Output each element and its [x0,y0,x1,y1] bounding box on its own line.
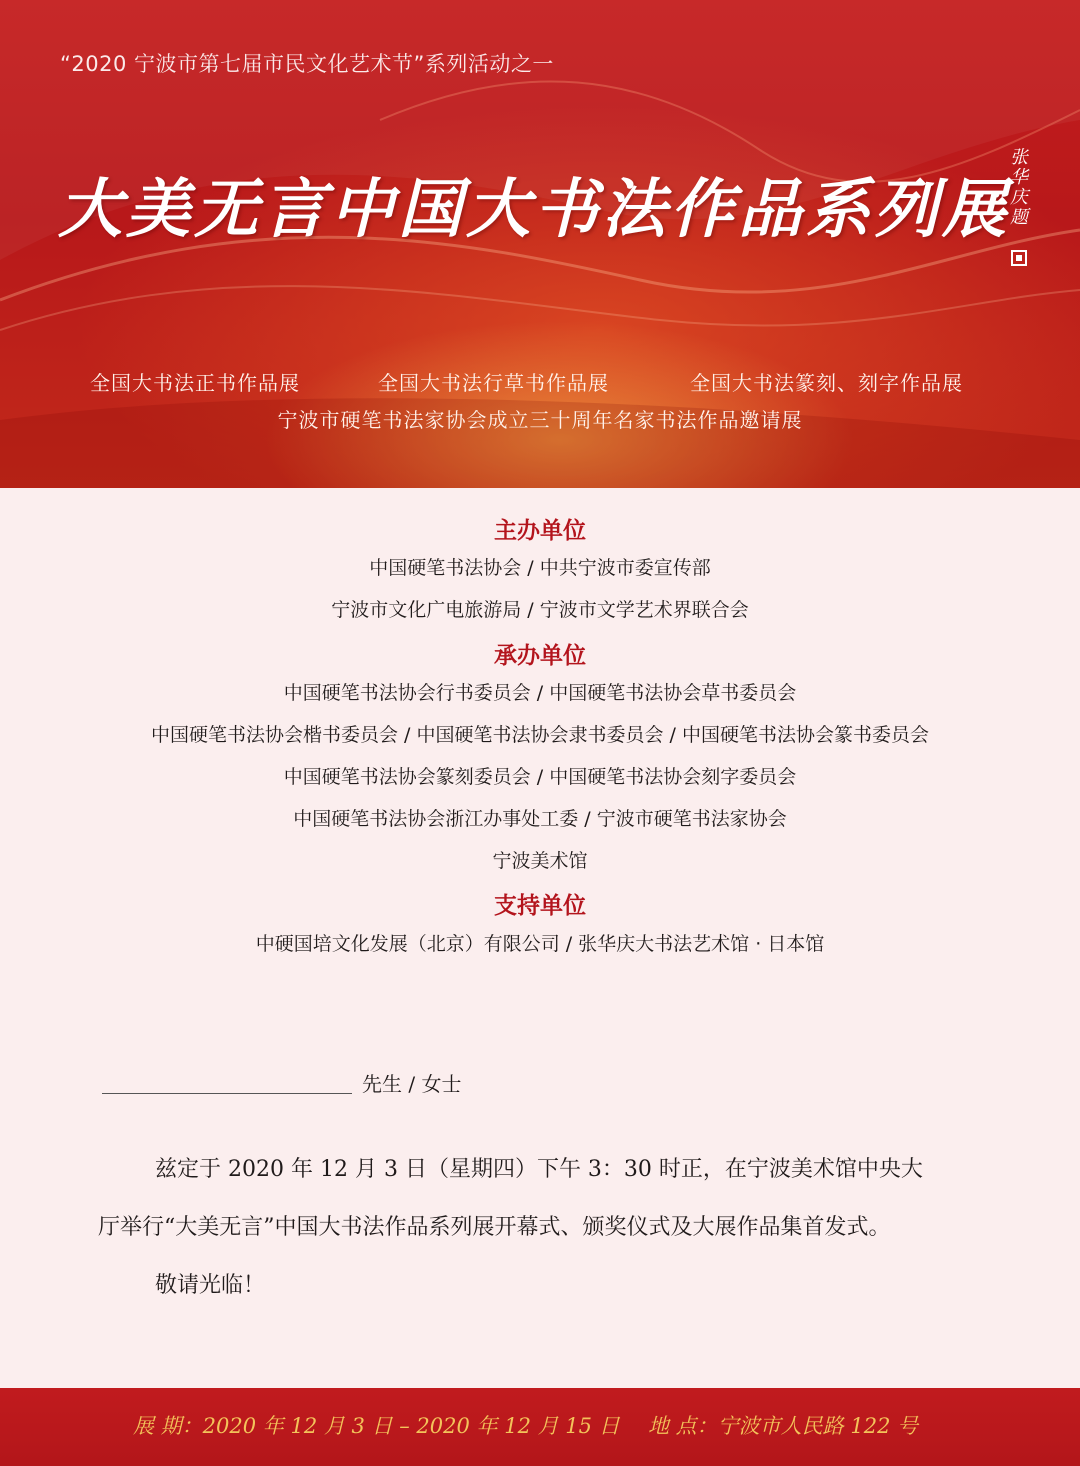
exhibition-period: 展 期：2020 年 12 月 3 日 – 2020 年 12 月 15 日 [133,1414,620,1438]
calligraphy-signature: 张华庆题 [1010,147,1028,228]
invitation-body-line-1: 兹定于 2020 年 12 月 3 日（星期四）下午 3：30 时正，在宁波美术馆中央大 [155,1157,923,1182]
festival-tagline: “2020 宁波市第七届市民文化艺术节”系列活动之一 [60,52,554,76]
header-banner [0,0,1080,488]
exhibition-title: 大美无言中国大书法作品系列展 [58,172,1010,247]
seal-stamp-icon [1011,250,1027,266]
invitation-closing: 敬请光临！ [155,1273,266,1298]
exhibition-item-3: 全国大书法篆刻、刻字作品展 [690,371,963,395]
host-line: 宁波市文化广电旅游局 / 宁波市文学艺术界联合会 [331,599,749,621]
exhibition-item-2: 全国大书法行草书作品展 [378,371,609,395]
exhibition-item-4: 宁波市硬笔书法家协会成立三十周年名家书法作品邀请展 [277,408,803,432]
salutation: 先生 / 女士 [362,1072,462,1096]
organizer-section-title: 承办单位 [494,643,586,669]
host-line: 中国硬笔书法协会 / 中共宁波市委宣传部 [369,557,711,579]
organizer-line: 中国硬笔书法协会行书委员会 / 中国硬笔书法协会草书委员会 [283,682,797,704]
support-line: 中硬国培文化发展（北京）有限公司 / 张华庆大书法艺术馆 · 日本馆 [255,933,825,955]
invitee-name-blank [102,1093,352,1094]
organizer-line: 中国硬笔书法协会浙江办事处工委 / 宁波市硬笔书法家协会 [293,808,787,830]
organizer-line: 中国硬笔书法协会楷书委员会 / 中国硬笔书法协会隶书委员会 / 中国硬笔书法协会篆书委员会 [151,724,929,746]
organizer-line: 宁波美术馆 [492,850,588,872]
exhibition-item-1: 全国大书法正书作品展 [90,371,300,395]
exhibition-location: 地 点：宁波市人民路 122 号 [648,1414,919,1438]
support-section-title: 支持单位 [494,893,586,919]
host-section-title: 主办单位 [494,518,586,544]
invitation-body-line-2: 厅举行“大美无言”中国大书法作品系列展开幕式、颁奖仪式及大展作品集首发式。 [98,1215,891,1240]
organizer-line: 中国硬笔书法协会篆刻委员会 / 中国硬笔书法协会刻字委员会 [283,766,797,788]
